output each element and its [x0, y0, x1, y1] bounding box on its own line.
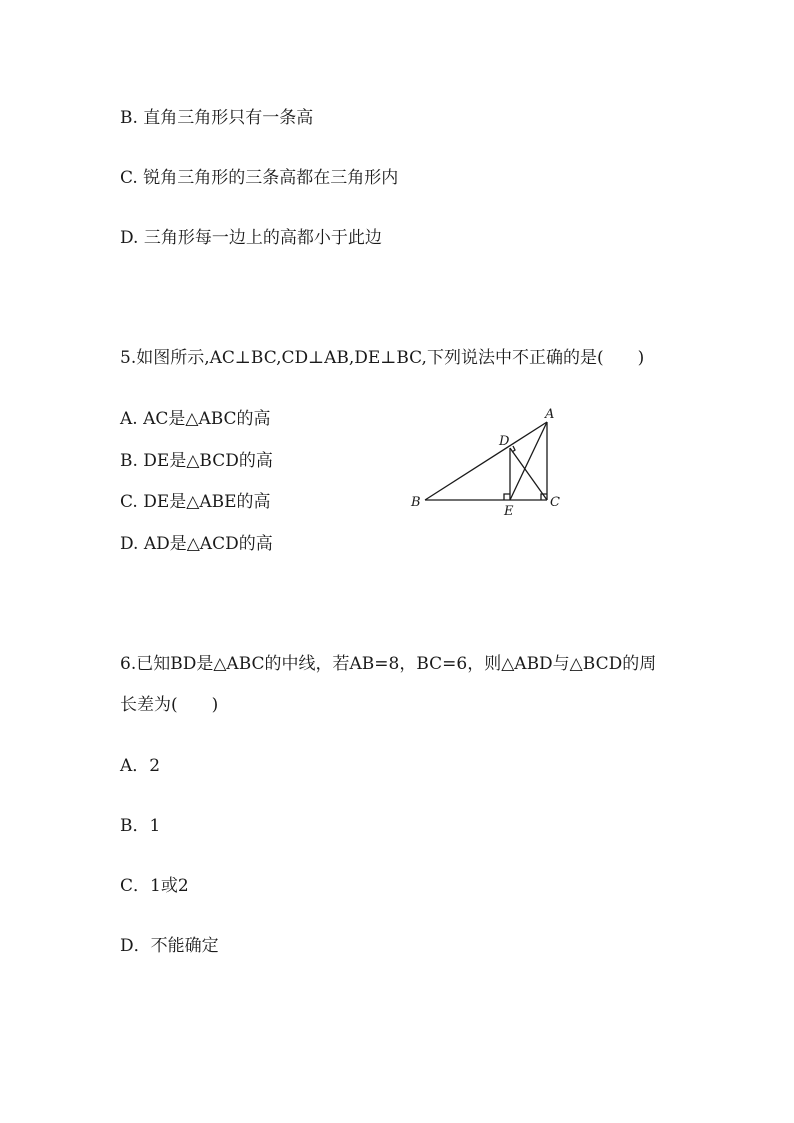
q5-option-c: C. DE是△ABE的高: [120, 492, 271, 512]
q5-option-a: A. AC是△ABC的高: [120, 409, 271, 429]
q6-stem-line1: 6.已知BD是△ABC的中线，若AB=8，BC=6，则△ABD与△BCD的周: [120, 654, 657, 674]
label-a: A: [545, 407, 555, 422]
q5-stem: 5.如图所示,AC⊥BC,CD⊥AB,DE⊥BC,下列说法中不正确的是( ): [120, 348, 645, 368]
q5-triangle-figure: [400, 400, 570, 525]
segment-cd: [510, 448, 547, 500]
label-e: E: [504, 504, 514, 519]
q4-option-d: D. 三角形每一边上的高都小于此边: [120, 228, 382, 248]
q4-option-c: C. 锐角三角形的三条高都在三角形内: [120, 168, 399, 188]
q6-option-d: D．不能确定: [120, 936, 219, 956]
label-b: B: [411, 495, 421, 510]
q6-option-c: C．1或2: [120, 876, 189, 896]
right-angle-mark-d: [512, 446, 515, 452]
q5-option-d: D. AD是△ACD的高: [120, 534, 273, 554]
q6-stem-line2: 长差为( ): [120, 695, 219, 715]
q4-option-b: B. 直角三角形只有一条高: [120, 108, 314, 128]
label-d: D: [499, 434, 510, 449]
q5-option-b: B. DE是△BCD的高: [120, 451, 273, 471]
right-angle-mark-e: [504, 494, 510, 500]
triangle-diagram: [400, 400, 570, 525]
q6-option-a: A．2: [120, 756, 161, 776]
q6-option-b: B．1: [120, 816, 161, 836]
label-c: C: [550, 495, 560, 510]
